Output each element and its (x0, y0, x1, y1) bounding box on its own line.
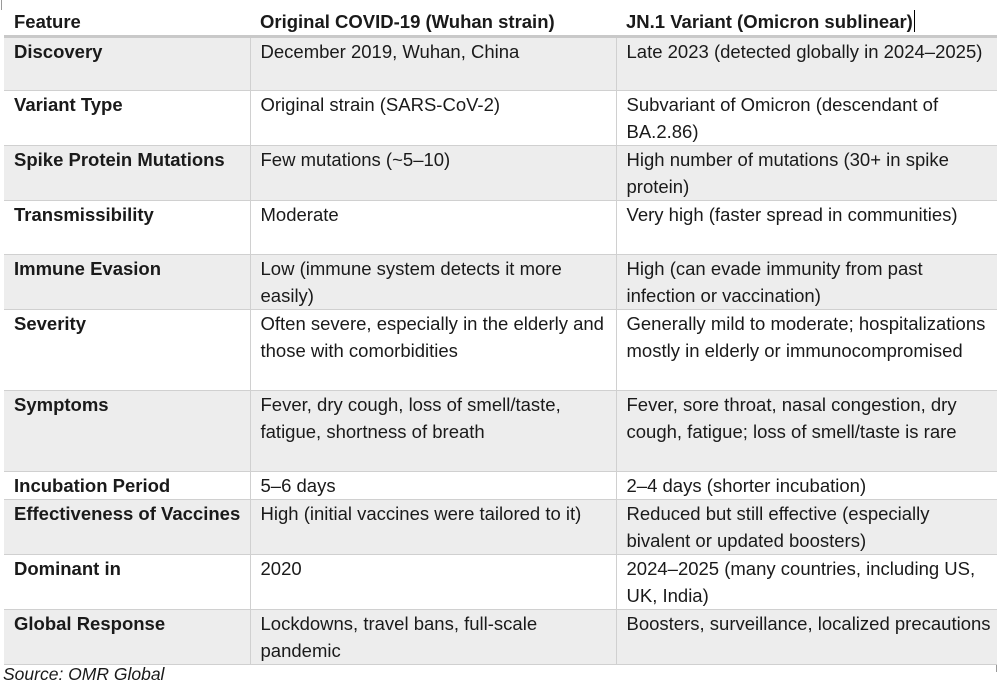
table-row (4, 391, 997, 472)
row-jn1-cell: 2024–2025 (many countries, including US, UK, India) (616, 555, 997, 610)
text-cursor (914, 10, 915, 32)
row-jn1-cell: Generally mild to moderate; hospitalizations mostly in elderly or immunocompromised (616, 310, 997, 391)
source-caption: Source: OMR Global (3, 664, 165, 684)
row-jn1-cell: Boosters, surveillance, localized precautions (616, 610, 997, 665)
row-feature-cell: Symptoms (4, 391, 250, 472)
row-original-cell: High (initial vaccines were tailored to it) (250, 500, 616, 555)
header-jn1-label: JN.1 Variant (Omicron sublinear) (626, 11, 913, 32)
row-jn1-cell: Very high (faster spread in communities) (616, 201, 997, 255)
row-feature-cell: Effectiveness of Vaccines (4, 500, 250, 555)
row-original-cell: 5–6 days (250, 472, 616, 500)
row-original-cell: Often severe, especially in the elderly and those with comorbidities (250, 310, 616, 391)
row-original-cell: Few mutations (~5–10) (250, 146, 616, 201)
row-original-cell: Fever, dry cough, loss of smell/taste, fatigue, shortness of breath (250, 391, 616, 472)
header-original-strain: Original COVID-19 (Wuhan strain) (250, 8, 616, 37)
row-feature-cell: Discovery (4, 37, 250, 91)
row-original-cell: Original strain (SARS-CoV-2) (250, 91, 616, 146)
row-jn1-cell: High number of mutations (30+ in spike protein) (616, 146, 997, 201)
table-row (4, 610, 997, 665)
row-jn1-cell: High (can evade immunity from past infection or vaccination) (616, 255, 997, 310)
row-feature-cell: Variant Type (4, 91, 250, 146)
header-jn1-variant (616, 8, 997, 37)
row-feature-cell: Spike Protein Mutations (4, 146, 250, 201)
comparison-table (4, 8, 997, 665)
row-feature-cell: Immune Evasion (4, 255, 250, 310)
table-row (4, 201, 997, 255)
row-original-cell: 2020 (250, 555, 616, 610)
row-original-cell: Low (immune system detects it more easily) (250, 255, 616, 310)
table-row (4, 472, 997, 500)
table-row (4, 310, 997, 391)
row-feature-cell: Transmissibility (4, 201, 250, 255)
row-feature-cell: Incubation Period (4, 472, 250, 500)
table-header-row (4, 8, 997, 37)
row-feature-cell: Dominant in (4, 555, 250, 610)
row-jn1-cell: Fever, sore throat, nasal congestion, dry cough, fatigue; loss of smell/taste is rare (616, 391, 997, 472)
table-row (4, 500, 997, 555)
header-feature: Feature (4, 8, 250, 37)
row-jn1-cell: Late 2023 (detected globally in 2024–2025) (616, 37, 997, 91)
table-row (4, 255, 997, 310)
row-feature-cell: Global Response (4, 610, 250, 665)
row-jn1-cell: Subvariant of Omicron (descendant of BA.2.86) (616, 91, 997, 146)
row-feature-cell: Severity (4, 310, 250, 391)
table-row (4, 37, 997, 91)
page-corner-mark (1, 0, 2, 10)
table-row (4, 555, 997, 610)
row-original-cell: December 2019, Wuhan, China (250, 37, 616, 91)
row-original-cell: Moderate (250, 201, 616, 255)
table-row (4, 146, 997, 201)
row-jn1-cell: Reduced but still effective (especially bivalent or updated boosters) (616, 500, 997, 555)
row-jn1-cell: 2–4 days (shorter incubation) (616, 472, 997, 500)
row-original-cell: Lockdowns, travel bans, full-scale pandemic (250, 610, 616, 665)
table-row (4, 91, 997, 146)
